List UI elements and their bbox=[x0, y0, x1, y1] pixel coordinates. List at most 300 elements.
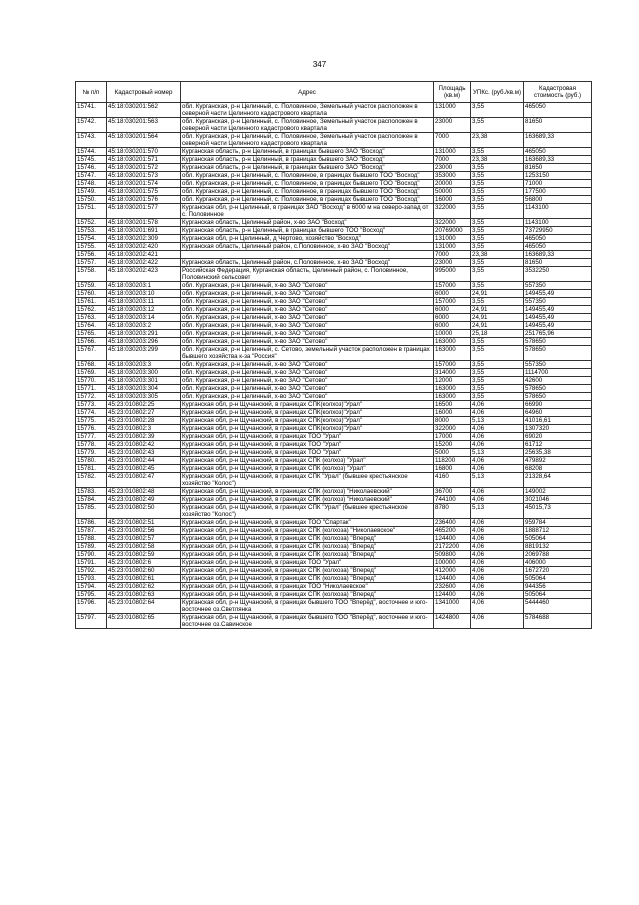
upks-cell: 5,13 bbox=[471, 417, 524, 425]
address-cell: Курганская обл, р-н Щучанский, в границах ТОО "Николаевское" bbox=[181, 583, 434, 591]
address-cell: Курганская область, р-н Целинный, в границах бывшего ЗАО "Восход" bbox=[181, 156, 434, 164]
area-cell: 10000 bbox=[434, 330, 471, 338]
cadastral-number-cell: 45:23:010802:61 bbox=[107, 575, 181, 583]
upks-cell: 4,06 bbox=[471, 567, 524, 575]
table-row bbox=[76, 259, 592, 267]
row-number-cell: 15796. bbox=[76, 599, 107, 614]
address-cell: Курганская обл, р-н Щучанский, в границах СПК(колхоз)"Урал" bbox=[181, 409, 434, 417]
row-number-cell: 15751. bbox=[76, 204, 107, 219]
row-number-cell: 15785. bbox=[76, 504, 107, 519]
upks-cell: 3,55 bbox=[471, 204, 524, 219]
cadastral-value-cell: 578650 bbox=[524, 338, 592, 346]
address-cell: обл. Курганская, р-н Целинный, х-во ЗАО "Сетово" bbox=[181, 282, 434, 290]
upks-cell: 4,06 bbox=[471, 614, 524, 629]
address-cell: Курганская обл, р-н Щучанский, в границах СПК (колхоза) "Вперед" bbox=[181, 575, 434, 583]
cadastral-value-cell: 177500 bbox=[524, 188, 592, 196]
cadastral-value-cell: 1307320 bbox=[524, 425, 592, 433]
cadastral-value-cell: 81650 bbox=[524, 164, 592, 172]
row-number-cell: 15770. bbox=[76, 377, 107, 385]
cadastral-number-cell: 45:18:030202:422 bbox=[107, 259, 181, 267]
address-cell: Курганская обл, р-н Щучанский, в границах СПК (колхоз) "Николаевский" bbox=[181, 496, 434, 504]
cadastral-number-cell: 45:18:030201:573 bbox=[107, 172, 181, 180]
row-number-cell: 15792. bbox=[76, 567, 107, 575]
address-cell: Курганская обл, р-н Щучанский, в границах ТОО "Урал" bbox=[181, 433, 434, 441]
table-row bbox=[76, 243, 592, 251]
address-cell: обл. Курганская, р-н Целинный, х-во ЗАО "Сетово" bbox=[181, 377, 434, 385]
address-cell: обл. Курганская, р-н Целинный, х-во ЗАО "Сетово" bbox=[181, 306, 434, 314]
area-cell: 8000 bbox=[434, 417, 471, 425]
cadastral-number-cell: 45:23:010802:25 bbox=[107, 401, 181, 409]
area-cell: 322000 bbox=[434, 425, 471, 433]
cadastral-value-cell: 21328,64 bbox=[524, 473, 592, 488]
cadastral-value-cell: 1143100 bbox=[524, 219, 592, 227]
table-row bbox=[76, 385, 592, 393]
table-row bbox=[76, 401, 592, 409]
table-row bbox=[76, 204, 592, 219]
area-cell: 232600 bbox=[434, 583, 471, 591]
upks-cell: 4,06 bbox=[471, 543, 524, 551]
upks-cell: 4,06 bbox=[471, 559, 524, 567]
cadastral-value-cell: 944356 bbox=[524, 583, 592, 591]
upks-cell: 3,55 bbox=[471, 103, 524, 118]
address-cell: обл. Курганская, р-н Целинный, х-во ЗАО "Сетово" bbox=[181, 298, 434, 306]
row-number-cell: 15758. bbox=[76, 267, 107, 282]
row-number-cell: 15744. bbox=[76, 148, 107, 156]
upks-cell: 3,55 bbox=[471, 219, 524, 227]
area-cell: 20000 bbox=[434, 180, 471, 188]
row-number-cell: 15766. bbox=[76, 338, 107, 346]
row-number-cell: 15759. bbox=[76, 282, 107, 290]
area-cell: 236400 bbox=[434, 519, 471, 527]
table-row bbox=[76, 551, 592, 559]
cadastral-number-cell: 45:18:030201:562 bbox=[107, 103, 181, 118]
area-cell: 5000 bbox=[434, 449, 471, 457]
area-cell: 20769000 bbox=[434, 227, 471, 235]
cadastral-number-cell: 45:18:030201:574 bbox=[107, 180, 181, 188]
cadastral-value-cell: 465050 bbox=[524, 235, 592, 243]
upks-cell: 3,55 bbox=[471, 235, 524, 243]
table-row bbox=[76, 227, 592, 235]
address-cell: Российская Федерация, Курганская область, Целинный район, с. Половинное, Половинский сельсовет bbox=[181, 267, 434, 282]
area-cell: 17000 bbox=[434, 433, 471, 441]
area-cell: 15200 bbox=[434, 441, 471, 449]
table-row bbox=[76, 314, 592, 322]
cadastral-value-cell: 5444460 bbox=[524, 599, 592, 614]
row-number-cell: 15763. bbox=[76, 314, 107, 322]
address-cell: Курганская обл, р-н Щучанский, в границах СПК (колхоза) "Вперед" bbox=[181, 543, 434, 551]
upks-cell: 24,91 bbox=[471, 290, 524, 298]
address-cell: обл. Курганская, р-н Целинный, с. Половинное, в границах бывшего ТОО "Восход" bbox=[181, 196, 434, 204]
address-cell: обл. Курганская, р-н Целинный, с. Половинное, Земельный участок расположен в северной части Целинного кадастрового квартала bbox=[181, 118, 434, 133]
cadastral-value-cell: 149455,49 bbox=[524, 290, 592, 298]
cadastral-value-cell: 557350 bbox=[524, 298, 592, 306]
cadastral-value-cell: 8819132 bbox=[524, 543, 592, 551]
row-number-cell: 15752. bbox=[76, 219, 107, 227]
address-cell: Курганская обл, р-н Щучанский, в границах СПК (колхоз) "Урал" bbox=[181, 465, 434, 473]
cadastral-number-cell: 45:23:010802:28 bbox=[107, 417, 181, 425]
area-cell: 744100 bbox=[434, 496, 471, 504]
table-row bbox=[76, 449, 592, 457]
table-row bbox=[76, 465, 592, 473]
table-row bbox=[76, 298, 592, 306]
cadastral-number-cell: 45:18:030201:577 bbox=[107, 204, 181, 219]
upks-cell: 3,55 bbox=[471, 243, 524, 251]
cadastral-number-cell: 45:18:030201:570 bbox=[107, 148, 181, 156]
cadastral-value-cell: 1888712 bbox=[524, 527, 592, 535]
cadastral-value-cell: 557350 bbox=[524, 282, 592, 290]
row-number-cell: 15782. bbox=[76, 473, 107, 488]
address-cell: Курганская обл, р-н Щучанский, в границах СПК (колхоза) "Вперед" bbox=[181, 567, 434, 575]
upks-cell: 4,06 bbox=[471, 535, 524, 543]
upks-cell: 3,55 bbox=[471, 369, 524, 377]
area-cell: 157000 bbox=[434, 282, 471, 290]
table-row bbox=[76, 282, 592, 290]
upks-cell: 23,38 bbox=[471, 251, 524, 259]
cadastral-value-cell: 505064 bbox=[524, 591, 592, 599]
address-cell: обл. Курганская, р-н Целинный, х-во ЗАО "Сетово" bbox=[181, 290, 434, 298]
area-cell: 131000 bbox=[434, 103, 471, 118]
cadastral-value-cell: 64960 bbox=[524, 409, 592, 417]
area-cell: 6000 bbox=[434, 306, 471, 314]
area-cell: 163000 bbox=[434, 338, 471, 346]
row-number-cell: 15784. bbox=[76, 496, 107, 504]
cadastral-number-cell: 45:18:030201:571 bbox=[107, 156, 181, 164]
row-number-cell: 15790. bbox=[76, 551, 107, 559]
area-cell: 6000 bbox=[434, 322, 471, 330]
upks-cell: 5,13 bbox=[471, 504, 524, 519]
area-cell: 322000 bbox=[434, 219, 471, 227]
cadastral-number-cell: 45:18:030203:3 bbox=[107, 361, 181, 369]
table-row bbox=[76, 519, 592, 527]
table-row bbox=[76, 172, 592, 180]
cadastral-value-cell: 479892 bbox=[524, 457, 592, 465]
row-number-cell: 15746. bbox=[76, 164, 107, 172]
address-cell: обл. Курганская, р-н Целинный, х-во ЗАО "Сетово" bbox=[181, 338, 434, 346]
upks-cell: 4,06 bbox=[471, 551, 524, 559]
upks-cell: 3,55 bbox=[471, 338, 524, 346]
area-cell: 2172200 bbox=[434, 543, 471, 551]
cadastral-value-cell: 81650 bbox=[524, 259, 592, 267]
table-row bbox=[76, 543, 592, 551]
address-cell: Курганская обл, р-н Щучанский, в границах СПК (колхоза) "Вперед" bbox=[181, 535, 434, 543]
upks-cell: 3,55 bbox=[471, 164, 524, 172]
table-row bbox=[76, 133, 592, 148]
header-address: Адрес bbox=[181, 82, 434, 103]
cadastral-value-cell: 959784 bbox=[524, 519, 592, 527]
area-cell: 16500 bbox=[434, 401, 471, 409]
row-number-cell: 15762. bbox=[76, 306, 107, 314]
table-row bbox=[76, 591, 592, 599]
table-row bbox=[76, 583, 592, 591]
address-cell: Курганская область, Целинный район, с.Половинное, х-во ЗАО "Восход" bbox=[181, 243, 434, 251]
cadastral-number-cell: 45:18:030203:296 bbox=[107, 338, 181, 346]
row-number-cell: 15754. bbox=[76, 235, 107, 243]
row-number-cell: 15761. bbox=[76, 298, 107, 306]
table-row bbox=[76, 267, 592, 282]
upks-cell: 5,13 bbox=[471, 449, 524, 457]
row-number-cell: 15771. bbox=[76, 385, 107, 393]
cadastral-value-cell: 149002 bbox=[524, 488, 592, 496]
row-number-cell: 15747. bbox=[76, 172, 107, 180]
cadastral-number-cell: 45:23:010802:60 bbox=[107, 567, 181, 575]
row-number-cell: 15769. bbox=[76, 369, 107, 377]
upks-cell: 24,91 bbox=[471, 306, 524, 314]
row-number-cell: 15772. bbox=[76, 393, 107, 401]
address-cell: Курганская обл, р-н Щучанский, в границах СПК (колхоза) "Вперед" bbox=[181, 551, 434, 559]
area-cell: 465200 bbox=[434, 527, 471, 535]
cadastral-number-cell: 45:18:030201:691 bbox=[107, 227, 181, 235]
upks-cell: 4,06 bbox=[471, 409, 524, 417]
address-cell: Курганская обл, р-н Целинный, в границах ЗАО "Восход" в 6000 м на северо-запад от с. Половинное bbox=[181, 204, 434, 219]
table-row bbox=[76, 290, 592, 298]
cadastral-number-cell: 45:18:030203:305 bbox=[107, 393, 181, 401]
upks-cell: 3,55 bbox=[471, 118, 524, 133]
row-number-cell: 15786. bbox=[76, 519, 107, 527]
row-number-cell: 15776. bbox=[76, 425, 107, 433]
address-cell: Курганская обл, р-н Щучанский, в границах СПК (колхоза) "Вперед" bbox=[181, 591, 434, 599]
row-number-cell: 15783. bbox=[76, 488, 107, 496]
address-cell: Курганская обл, р-н Щучанский, в границах СПК "Урал" (бывшее крестьянское хозяйство "Колос") bbox=[181, 504, 434, 519]
area-cell: 1341000 bbox=[434, 599, 471, 614]
cadastral-number-cell: 45:23:010802:43 bbox=[107, 449, 181, 457]
header-cadastral-value: Кадастровая стоимость (руб.) bbox=[524, 82, 592, 103]
area-cell: 131000 bbox=[434, 243, 471, 251]
cadastral-value-cell: 45015,73 bbox=[524, 504, 592, 519]
cadastral-value-cell: 149455,49 bbox=[524, 322, 592, 330]
cadastral-number-cell: 45:18:030203:1 bbox=[107, 282, 181, 290]
table-row bbox=[76, 251, 592, 259]
upks-cell: 23,38 bbox=[471, 156, 524, 164]
cadastral-number-cell: 45:18:030201:576 bbox=[107, 196, 181, 204]
upks-cell: 4,06 bbox=[471, 465, 524, 473]
cadastral-value-cell: 557350 bbox=[524, 361, 592, 369]
area-cell: 124400 bbox=[434, 591, 471, 599]
cadastral-number-cell: 45:18:030203:12 bbox=[107, 306, 181, 314]
page-number: 347 bbox=[312, 60, 327, 69]
area-cell: 6000 bbox=[434, 290, 471, 298]
upks-cell: 3,55 bbox=[471, 172, 524, 180]
address-cell: обл. Курганская, р-н Целинный, х-во ЗАО "Сетово" bbox=[181, 314, 434, 322]
address-cell: обл. Курганская, р-н Целинный, х-во ЗАО "Сетово" bbox=[181, 393, 434, 401]
upks-cell: 4,06 bbox=[471, 425, 524, 433]
upks-cell: 3,55 bbox=[471, 196, 524, 204]
upks-cell: 4,06 bbox=[471, 433, 524, 441]
row-number-cell: 15743. bbox=[76, 133, 107, 148]
cadastral-value-cell: 61712 bbox=[524, 441, 592, 449]
cadastral-value-cell: 505064 bbox=[524, 535, 592, 543]
row-number-cell: 15781. bbox=[76, 465, 107, 473]
upks-cell: 23,38 bbox=[471, 133, 524, 148]
address-cell: обл. Курганская, р-н Целинный, х-во ЗАО "Сетово" bbox=[181, 369, 434, 377]
row-number-cell: 15755. bbox=[76, 243, 107, 251]
area-cell: 322000 bbox=[434, 204, 471, 219]
address-cell: обл. Курганская, р-н Целинный, с. Половинное, в границах бывшего ТОО "Восход" bbox=[181, 180, 434, 188]
area-cell: 16000 bbox=[434, 409, 471, 417]
row-number-cell: 15760. bbox=[76, 290, 107, 298]
area-cell: 131000 bbox=[434, 148, 471, 156]
cadastral-number-cell: 45:18:030202:420 bbox=[107, 243, 181, 251]
upks-cell: 4,06 bbox=[471, 401, 524, 409]
area-cell: 314000 bbox=[434, 369, 471, 377]
table-row bbox=[76, 330, 592, 338]
cadastral-number-cell: 45:23:010802:27 bbox=[107, 409, 181, 417]
table-row bbox=[76, 614, 592, 629]
area-cell: 163000 bbox=[434, 385, 471, 393]
row-number-cell: 15768. bbox=[76, 361, 107, 369]
upks-cell: 3,55 bbox=[471, 361, 524, 369]
cadastral-value-cell: 163689,33 bbox=[524, 133, 592, 148]
address-cell bbox=[181, 251, 434, 259]
header-upks: УПКс. (руб./кв.м) bbox=[471, 82, 524, 103]
row-number-cell: 15756. bbox=[76, 251, 107, 259]
table-row bbox=[76, 535, 592, 543]
upks-cell: 3,55 bbox=[471, 385, 524, 393]
row-number-cell: 15791. bbox=[76, 559, 107, 567]
row-number-cell: 15797. bbox=[76, 614, 107, 629]
address-cell: обл. Курганская, р-н Целинный, с. Половинное, в границах бывшего ТОО "Восход" bbox=[181, 172, 434, 180]
cadastral-number-cell: 45:18:030202:423 bbox=[107, 267, 181, 282]
address-cell: обл. Курганская, р-н Целинный, х-во ЗАО "Сетово" bbox=[181, 361, 434, 369]
area-cell: 995000 bbox=[434, 267, 471, 282]
table-row bbox=[76, 361, 592, 369]
table-row bbox=[76, 148, 592, 156]
cadastral-value-cell: 3021046 bbox=[524, 496, 592, 504]
row-number-cell: 15777. bbox=[76, 433, 107, 441]
upks-cell: 4,06 bbox=[471, 583, 524, 591]
address-cell: обл. Курганская, р-н Целинный, с. Половинное, Земельный участок расположен в северной части Целинного кадастрового квартала bbox=[181, 133, 434, 148]
table-row bbox=[76, 103, 592, 118]
cadastral-value-cell: 73729950 bbox=[524, 227, 592, 235]
row-number-cell: 15748. bbox=[76, 180, 107, 188]
table-row bbox=[76, 417, 592, 425]
cadastral-number-cell: 45:18:030203:301 bbox=[107, 377, 181, 385]
cadastral-value-cell: 25635,38 bbox=[524, 449, 592, 457]
upks-cell: 3,55 bbox=[471, 282, 524, 290]
address-cell: Курганская обл, р-н Щучанский, в границах СПК (колхоз) "Николаевский" bbox=[181, 488, 434, 496]
cadastral-number-cell: 45:18:030203:300 bbox=[107, 369, 181, 377]
upks-cell: 3,55 bbox=[471, 259, 524, 267]
cadastral-number-cell: 45:23:010802:63 bbox=[107, 591, 181, 599]
cadastral-number-cell: 45:23:010802:64 bbox=[107, 599, 181, 614]
table-row bbox=[76, 369, 592, 377]
address-cell: Курганская обл, р-н Щучанский, в границах ТОО "Урал" bbox=[181, 449, 434, 457]
area-cell: 118200 bbox=[434, 457, 471, 465]
cadastral-number-cell: 45:18:030201:572 bbox=[107, 164, 181, 172]
cadastral-number-cell: 45:23:010802:47 bbox=[107, 473, 181, 488]
address-cell: Курганская обл, р-н Щучанский, в границах СПК(колхоз)"Урал" bbox=[181, 425, 434, 433]
table-row bbox=[76, 567, 592, 575]
row-number-cell: 15750. bbox=[76, 196, 107, 204]
cadastral-value-cell: 163689,33 bbox=[524, 156, 592, 164]
cadastral-number-cell: 45:18:030201:564 bbox=[107, 133, 181, 148]
cadastral-value-cell: 163689,33 bbox=[524, 251, 592, 259]
cadastral-value-cell: 406000 bbox=[524, 559, 592, 567]
table-row bbox=[76, 473, 592, 488]
table-row bbox=[76, 164, 592, 172]
cadastral-number-cell: 45:23:010802:44 bbox=[107, 457, 181, 465]
address-cell: обл. Курганская, р-н Целинный, х-во ЗАО "Сетово" bbox=[181, 322, 434, 330]
area-cell: 50000 bbox=[434, 188, 471, 196]
area-cell: 412000 bbox=[434, 567, 471, 575]
cadastral-value-cell: 578650 bbox=[524, 393, 592, 401]
area-cell: 163000 bbox=[434, 346, 471, 361]
cadastral-number-cell: 45:18:030203:299 bbox=[107, 346, 181, 361]
cadastral-value-cell: 578650 bbox=[524, 385, 592, 393]
cadastral-number-cell: 45:23:010802:62 bbox=[107, 583, 181, 591]
row-number-cell: 15757. bbox=[76, 259, 107, 267]
cadastral-value-cell: 465050 bbox=[524, 243, 592, 251]
address-cell: обл. Курганская, р-н Целинный, с. Половинное, Земельный участок расположен в северной части Целинного кадастрового квартала bbox=[181, 103, 434, 118]
address-cell: обл. Курганская, р-н Целинный, с. Половинное, в границах бывшего ТОО "Восход" bbox=[181, 188, 434, 196]
cadastral-number-cell: 45:23:010802:56 bbox=[107, 527, 181, 535]
cadastral-number-cell: 45:18:030203:304 bbox=[107, 385, 181, 393]
upks-cell: 3,55 bbox=[471, 180, 524, 188]
cadastral-value-cell: 42600 bbox=[524, 377, 592, 385]
upks-cell: 4,06 bbox=[471, 496, 524, 504]
table-row bbox=[76, 433, 592, 441]
cadastral-value-cell: 56800 bbox=[524, 196, 592, 204]
cadastral-number-cell: 45:18:030203:10 bbox=[107, 290, 181, 298]
upks-cell: 24,91 bbox=[471, 314, 524, 322]
upks-cell: 3,55 bbox=[471, 188, 524, 196]
table-row bbox=[76, 346, 592, 361]
table-header-row bbox=[76, 82, 592, 103]
upks-cell: 3,55 bbox=[471, 298, 524, 306]
area-cell: 100000 bbox=[434, 559, 471, 567]
row-number-cell: 15794. bbox=[76, 583, 107, 591]
table-row bbox=[76, 559, 592, 567]
row-number-cell: 15775. bbox=[76, 417, 107, 425]
row-number-cell: 15779. bbox=[76, 449, 107, 457]
row-number-cell: 15789. bbox=[76, 543, 107, 551]
table-row bbox=[76, 575, 592, 583]
table-row bbox=[76, 457, 592, 465]
area-cell: 7000 bbox=[434, 251, 471, 259]
row-number-cell: 15745. bbox=[76, 156, 107, 164]
table-row bbox=[76, 527, 592, 535]
row-number-cell: 15793. bbox=[76, 575, 107, 583]
table-row bbox=[76, 496, 592, 504]
area-cell: 12000 bbox=[434, 377, 471, 385]
cadastral-number-cell: 45:23:010802:6 bbox=[107, 559, 181, 567]
header-cadastral-number: Кадастровый номер bbox=[107, 82, 181, 103]
table-row bbox=[76, 322, 592, 330]
row-number-cell: 15753. bbox=[76, 227, 107, 235]
table-row bbox=[76, 180, 592, 188]
address-cell: Курганская обл, р-н Щучанский, в границах СПК (колхоз) "Урал" bbox=[181, 457, 434, 465]
cadastral-number-cell: 45:23:010802:57 bbox=[107, 535, 181, 543]
cadastral-value-cell: 71000 bbox=[524, 180, 592, 188]
table-row bbox=[76, 188, 592, 196]
row-number-cell: 15742. bbox=[76, 118, 107, 133]
row-number-cell: 15778. bbox=[76, 441, 107, 449]
row-number-cell: 15795. bbox=[76, 591, 107, 599]
area-cell: 23000 bbox=[434, 259, 471, 267]
upks-cell: 3,55 bbox=[471, 267, 524, 282]
address-cell: Курганская обл, р-н Щучанский, в границах ТОО "Урал" bbox=[181, 441, 434, 449]
area-cell: 157000 bbox=[434, 361, 471, 369]
area-cell: 8780 bbox=[434, 504, 471, 519]
header-area: Площадь (кв.м) bbox=[434, 82, 471, 103]
row-number-cell: 15773. bbox=[76, 401, 107, 409]
row-number-cell: 15788. bbox=[76, 535, 107, 543]
area-cell: 353000 bbox=[434, 172, 471, 180]
cadastral-value-cell: 2069788 bbox=[524, 551, 592, 559]
area-cell: 23000 bbox=[434, 118, 471, 133]
cadastral-value-cell: 66990 bbox=[524, 401, 592, 409]
upks-cell: 4,06 bbox=[471, 441, 524, 449]
area-cell: 16000 bbox=[434, 196, 471, 204]
